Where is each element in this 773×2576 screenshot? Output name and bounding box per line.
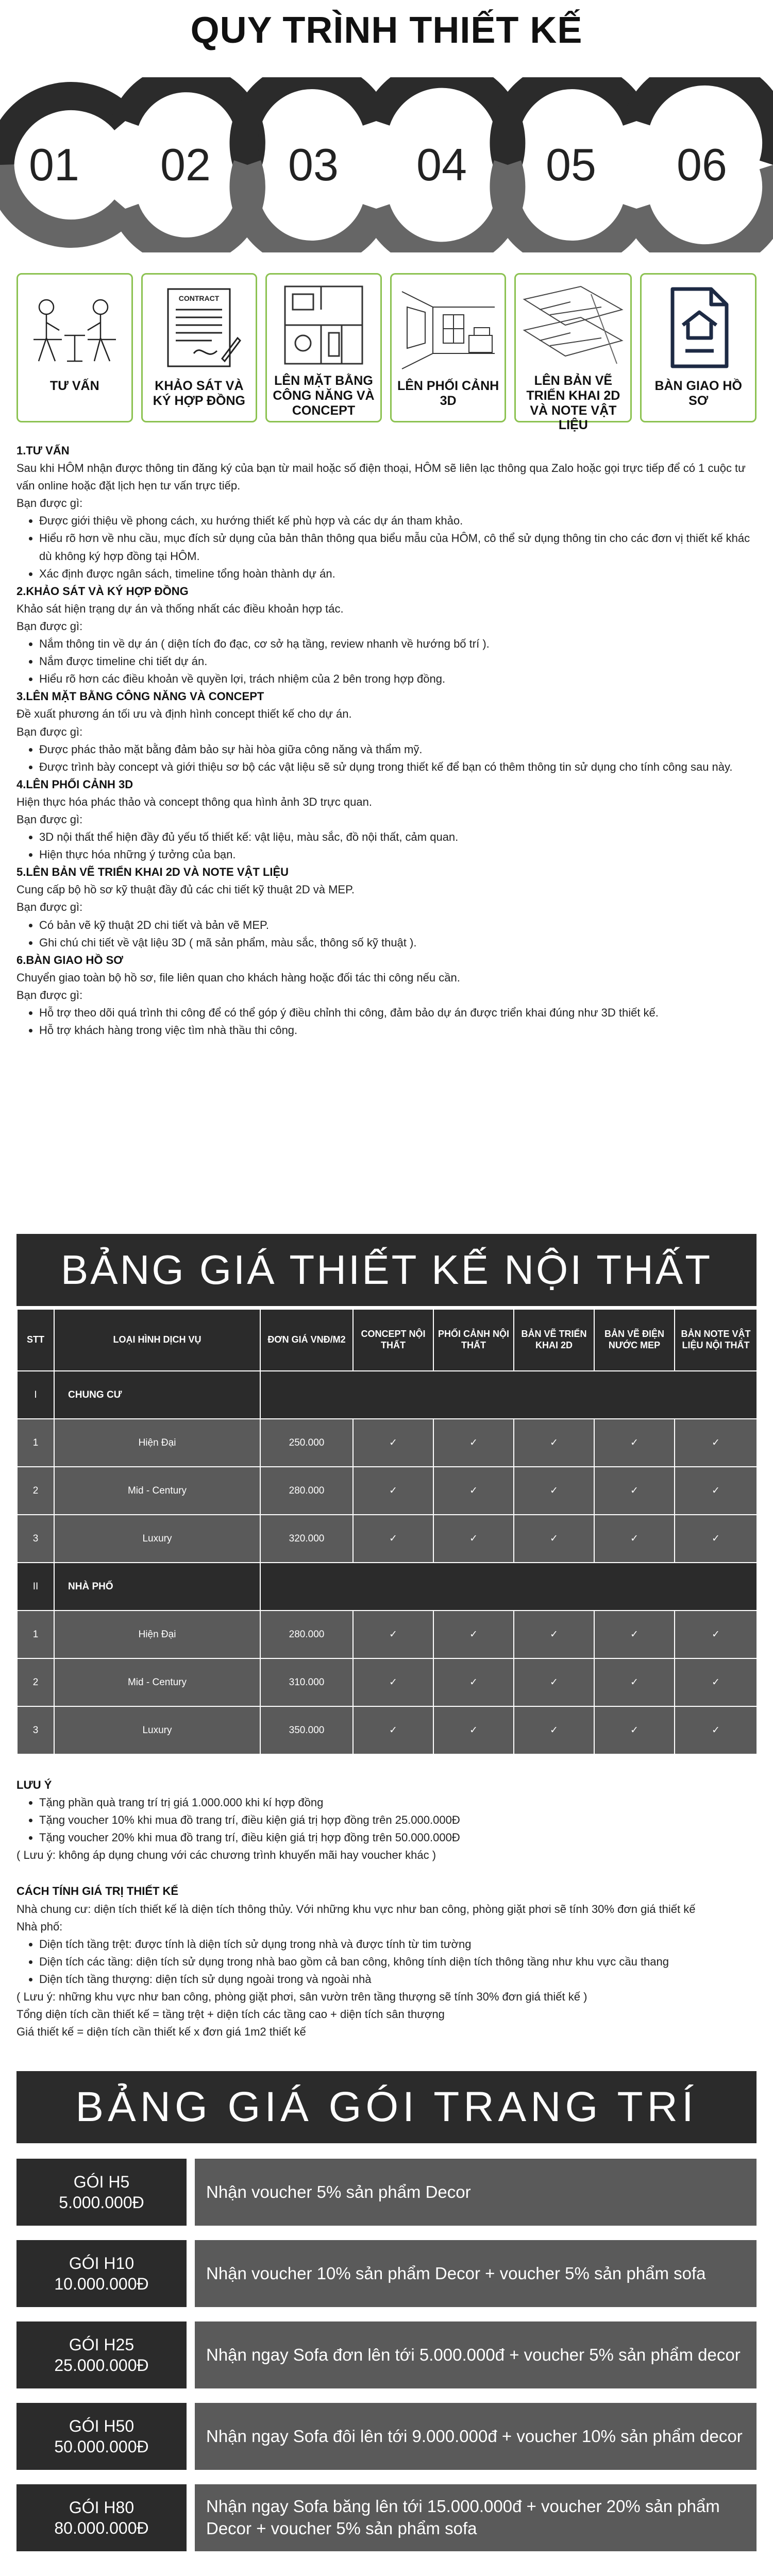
section-sub: Bạn được gì: [16,497,83,510]
calc-line: Tổng diện tích cần thiết kế = tầng trệt + diện tích các tầng cao + diện tích sân thượng [16,2008,445,2021]
notes-extra: ( Lưu ý: không áp dụng chung với các chương trình khuyến mãi hay voucher khác ) [16,1849,436,1862]
calc-line: Nhà chung cư: diện tích thiết kế là diện tích thông thủy. Với những khu vực như ban công, phòng giặt phơi sẽ tính 30% đơn giá thiết kế [16,1902,696,1916]
section-text: Hiện thực hóa phác thảo và concept thông qua hình ảnh 3D trực quan. [16,795,372,808]
group-name: NHÀ PHỐ [54,1563,260,1611]
step-card-consulting [16,273,133,422]
row-stt: 1 [17,1611,54,1658]
check-icon: ✓ [433,1515,514,1563]
check-icon: ✓ [514,1706,594,1754]
check-icon: ✓ [675,1515,757,1563]
header-material-note: BẢN NOTE VẬT LIỆU NỘI THẤT [675,1309,757,1371]
check-icon: ✓ [514,1419,594,1467]
package-row [16,2321,757,2388]
step-card-3d [390,273,507,422]
section-title: 6.BÀN GIAO HỒ SƠ [16,953,124,967]
package-price: 10.000.000Đ [54,2275,149,2293]
contract-icon-text: CONTRACT [179,294,220,302]
package-name-box [16,2484,187,2551]
check-icon: ✓ [353,1706,433,1754]
row-price: 310.000 [260,1658,353,1706]
check-icon: ✓ [433,1706,514,1754]
step-label-handover: BÀN GIAO HỒ SƠ [654,379,742,408]
section-text: Cung cấp bộ hồ sơ kỹ thuật đầy đủ các chi tiết kỹ thuật 2D và MEP. [16,883,355,896]
section-title: 1.TƯ VẤN [16,444,70,457]
group-name: CHUNG CƯ [54,1371,260,1419]
package-name: GÓI H50 [69,2417,135,2435]
step-label-3d: LÊN PHỐI CẢNH 3D [397,379,499,408]
package-price: 5.000.000Đ [59,2193,144,2212]
price-table [16,1309,758,1755]
check-icon: ✓ [514,1515,594,1563]
group-row-apartment [17,1371,757,1419]
list-item: • Có bản vẽ kỹ thuật 2D chi tiết và bản vẽ MEP. [39,917,757,934]
section-text: Đề xuất phương án tối ưu và định hình concept thiết kế cho dự án. [16,707,352,721]
check-icon: ✓ [594,1658,675,1706]
step-number-03: 03 [288,139,339,190]
row-price: 320.000 [260,1515,353,1563]
list-item: • Nắm được timeline chi tiết dự án. [39,653,757,670]
list-item: • Hỗ trợ khách hàng trong việc tìm nhà thầu thi công. [39,1022,757,1039]
price-table-banner: BẢNG GIÁ THIẾT KẾ NỘI THẤT [16,1234,757,1306]
section-sub: Bạn được gì: [16,988,83,1002]
list-item: • Xác định được ngân sách, timeline tổng hoàn thành dự án. [39,565,757,583]
check-icon: ✓ [594,1611,675,1658]
check-icon: ✓ [433,1611,514,1658]
step-card-technical-drawing [514,273,632,433]
group-row-townhouse [17,1563,757,1611]
row-price: 250.000 [260,1419,353,1467]
section-sub: Bạn được gì: [16,812,83,826]
step-number-06: 06 [677,139,727,190]
row-price: 350.000 [260,1706,353,1754]
room-perspective-sketch-icon [397,281,500,374]
step-label-survey-contract: KHẢO SÁT VÀ KÝ HỢP ĐỒNG [153,379,245,408]
package-name-box [16,2240,187,2307]
header-stt: STT [17,1309,54,1371]
header-concept: CONCEPT NỘI THẤT [353,1309,433,1371]
list-item: • Nắm thông tin về dự án ( diện tích đo đạc, cơ sở hạ tầng, review nhanh về hướng bố trí ). [39,635,757,653]
check-icon: ✓ [514,1467,594,1515]
check-icon: ✓ [353,1611,433,1658]
table-row [17,1515,757,1563]
row-stt: 2 [17,1467,54,1515]
header-2d-drawing: BẢN VẼ TRIỂN KHAI 2D [514,1309,594,1371]
package-name: GÓI H5 [73,2173,130,2191]
section-title: 4.LÊN PHỐI CẢNH 3D [16,777,133,791]
header-perspective: PHỐI CẢNH NỘI THẤT [433,1309,514,1371]
package-desc: Nhận ngay Sofa đơn lên tới 5.000.000đ + voucher 5% sản phẩm decor [195,2321,757,2388]
section-floor-plan [16,688,757,775]
section-technical-drawing [16,863,757,951]
section-title: 3.LÊN MẶT BẰNG CÔNG NĂNG VÀ CONCEPT [16,690,264,703]
package-price: 25.000.000Đ [54,2356,149,2375]
list-item: • 3D nội thất thể hiện đầy đủ yếu tố thiết kế: vật liệu, màu sắc, đồ nội thất, cảm quan. [39,828,757,846]
list-item: • Được trình bày concept và giới thiệu sơ bộ các vật liệu sẽ sử dụng trong thiết kế để bạn có thêm thông tin sử dụng cho tính công sau này. [39,758,757,776]
list-item: • Diện tích tầng thượng: diện tích sử dụng ngoài trong và ngoài nhà [39,1971,757,1988]
check-icon: ✓ [514,1658,594,1706]
list-item: • Được phác thảo mặt bằng đảm bảo sự hài hòa giữa công năng và thẩm mỹ. [39,741,757,758]
step-label-technical-drawing: LÊN BẢN VẼ TRIỂN KHAI 2D VÀ NOTE VẬT LIỆU [526,374,620,433]
list-item: • Tặng voucher 10% khi mua đồ trang trí, điều kiện giá trị hợp đồng trên 25.000.000Đ [39,1811,757,1829]
table-row [17,1658,757,1706]
row-price: 280.000 [260,1611,353,1658]
house-document-icon [660,284,737,371]
list-item: • Tặng voucher 20% khi mua đồ trang trí, điều kiện giá trị hợp đồng trên 50.000.000Đ [39,1829,757,1846]
list-item: • Diện tích các tầng: diện tích sử dụng trong nhà bao gồm cả ban công, không tính diện tích thông tầng như khu vực cầu thang [39,1953,757,1971]
group-filler [260,1371,757,1419]
calc-line: ( Lưu ý: những khu vực như ban công, phòng giặt phơi, sân vườn trên tầng thượng sẽ tính 30% đơn giá thiết kế ) [16,1990,587,2004]
package-name-box [16,2321,187,2388]
step-card-floor-plan [265,273,382,422]
row-name: Luxury [54,1515,260,1563]
check-icon: ✓ [675,1706,757,1754]
section-title: 2.KHẢO SÁT VÀ KÝ HỢP ĐỒNG [16,584,189,598]
section-survey-contract [16,583,757,688]
package-name: GÓI H25 [69,2335,135,2354]
step-number-05: 05 [546,139,596,190]
package-name: GÓI H10 [69,2254,135,2273]
header-mep-drawing: BẢN VẼ ĐIỆN NƯỚC MEP [594,1309,675,1371]
check-icon: ✓ [514,1611,594,1658]
list-item: • Hiểu rõ hơn các điều khoản về quyền lợi, trách nhiệm của 2 bên trong hợp đồng. [39,670,757,688]
check-icon: ✓ [433,1419,514,1467]
package-row [16,2240,757,2307]
table-row [17,1706,757,1754]
check-icon: ✓ [353,1467,433,1515]
check-icon: ✓ [353,1658,433,1706]
package-desc: Nhận ngay Sofa đôi lên tới 9.000.000đ + voucher 10% sản phẩm decor [195,2403,757,2470]
section-text: Chuyển giao toàn bộ hồ sơ, file liên quan cho khách hàng hoặc đối tác thi công nếu cần. [16,971,460,984]
check-icon: ✓ [675,1467,757,1515]
floor-plan-icon [275,279,373,371]
step-card-survey-contract [141,273,258,422]
header-service-type: LOẠI HÌNH DỊCH VỤ [54,1309,260,1371]
list-item: • Ghi chú chi tiết về vật liệu 3D ( mã sản phẩm, màu sắc, thông số kỹ thuật ). [39,934,757,952]
group-filler [260,1563,757,1611]
list-item: • Diện tích tầng trệt: được tính là diện tích sử dụng trong nhà và được tính từ tim tường [39,1936,757,1953]
package-price: 80.000.000Đ [54,2519,149,2537]
section-text: Khảo sát hiện trạng dự án và thống nhất các điều khoản hợp tác. [16,602,344,615]
calc-title: CÁCH TÍNH GIÁ TRỊ THIẾT KẾ [16,1885,179,1898]
row-stt: 1 [17,1419,54,1467]
package-row [16,2484,757,2551]
steps-ribbon [0,77,773,252]
section-title: 5.LÊN BẢN VẼ TRIỂN KHAI 2D VÀ NOTE VẬT LIỆU [16,866,289,879]
calc-line: Giá thiết kế = diện tích cần thiết kế x đơn giá 1m2 thiết kế [16,2025,306,2039]
list-item: • Hiểu rõ hơn về nhu cầu, mục đích sử dụng của bản thân thông qua biểu mẫu của HÔM, cô thể sử dụng thông tin cho các đơn vị thiết kế khác dù không ký hợp đồng tại HÔM. [39,530,757,565]
check-icon: ✓ [594,1515,675,1563]
step-number-02: 02 [160,139,211,190]
row-stt: 2 [17,1658,54,1706]
row-price: 280.000 [260,1467,353,1515]
row-stt: 3 [17,1515,54,1563]
step-label-floor-plan: LÊN MẶT BẰNG CÔNG NĂNG VÀ CONCEPT [273,374,375,418]
step-card-handover [640,273,757,422]
contract-document-icon [155,281,243,374]
calc-line: Nhà phố: [16,1920,63,1933]
row-stt: 3 [17,1706,54,1754]
check-icon: ✓ [433,1467,514,1515]
list-item: • Hiện thực hóa những ý tưởng của bạn. [39,846,757,863]
step-label-consulting: TƯ VẤN [49,379,99,393]
list-item: • Hỗ trợ theo dõi quá trình thi công để có thể góp ý điều chỉnh thi công, đảm bảo dự án được triển khai đúng như 3D thiết kế. [39,1004,757,1022]
package-desc: Nhận voucher 10% sản phẩm Decor + voucher 5% sản phẩm sofa [195,2240,757,2307]
section-3d [16,776,757,863]
package-price: 50.000.000Đ [54,2437,149,2456]
step-number-04: 04 [416,139,467,190]
check-icon: ✓ [353,1515,433,1563]
header-unit-price: ĐƠN GIÁ VNĐ/M2 [260,1309,353,1371]
package-name-box [16,2403,187,2470]
section-handover [16,952,757,1039]
check-icon: ✓ [594,1706,675,1754]
package-desc: Nhận ngay Sofa băng lên tới 15.000.000đ + voucher 20% sản phẩm Decor + voucher 5% sản phẩm sofa [195,2484,757,2551]
group-stt: I [17,1371,54,1419]
technical-drawing-icon [519,279,627,371]
package-name: GÓI H80 [69,2498,135,2517]
table-row [17,1611,757,1658]
package-name-box [16,2159,187,2226]
notes-title: LƯU Ý [16,1778,52,1791]
page-title: QUY TRÌNH THIẾT KẾ [190,10,583,51]
group-stt: II [17,1563,54,1611]
row-name: Hiện Đại [54,1611,260,1658]
check-icon: ✓ [675,1611,757,1658]
section-sub: Bạn được gì: [16,619,83,633]
process-description [16,442,757,1039]
price-notes [16,1776,757,2041]
row-name: Mid - Century [54,1467,260,1515]
check-icon: ✓ [675,1658,757,1706]
check-icon: ✓ [594,1419,675,1467]
section-consulting [16,442,757,583]
step-cards [16,273,757,433]
package-desc: Nhận voucher 5% sản phẩm Decor [195,2159,757,2226]
section-text: Sau khi HÔM nhận được thông tin đăng ký của bạn từ mail hoặc số điện thoại, HÔM sẽ liên lạc thông qua Zalo hoặc gọi trực tiếp để có 1 cuộc tư vấn online hoặc đặt lịch hẹn tư vấn trực tiếp. [16,462,746,493]
consulting-sketch-icon [23,284,126,371]
table-header-row [17,1309,757,1371]
package-row [16,2403,757,2470]
row-name: Luxury [54,1706,260,1754]
section-sub: Bạn được gì: [16,725,83,738]
list-item: • Được giới thiệu về phong cách, xu hướng thiết kế phù hợp và các dự án tham khảo. [39,512,757,530]
package-row [16,2159,757,2226]
check-icon: ✓ [353,1419,433,1467]
check-icon: ✓ [433,1658,514,1706]
table-row [17,1467,757,1515]
table-row [17,1419,757,1467]
section-sub: Bạn được gì: [16,901,83,914]
row-name: Mid - Century [54,1658,260,1706]
row-name: Hiện Đại [54,1419,260,1467]
check-icon: ✓ [675,1419,757,1467]
check-icon: ✓ [594,1467,675,1515]
step-number-01: 01 [29,139,79,190]
packages-banner: BẢNG GIÁ GÓI TRANG TRÍ [16,2071,757,2143]
list-item: • Tặng phần quà trang trí trị giá 1.000.000 khi kí hợp đồng [39,1794,757,1811]
